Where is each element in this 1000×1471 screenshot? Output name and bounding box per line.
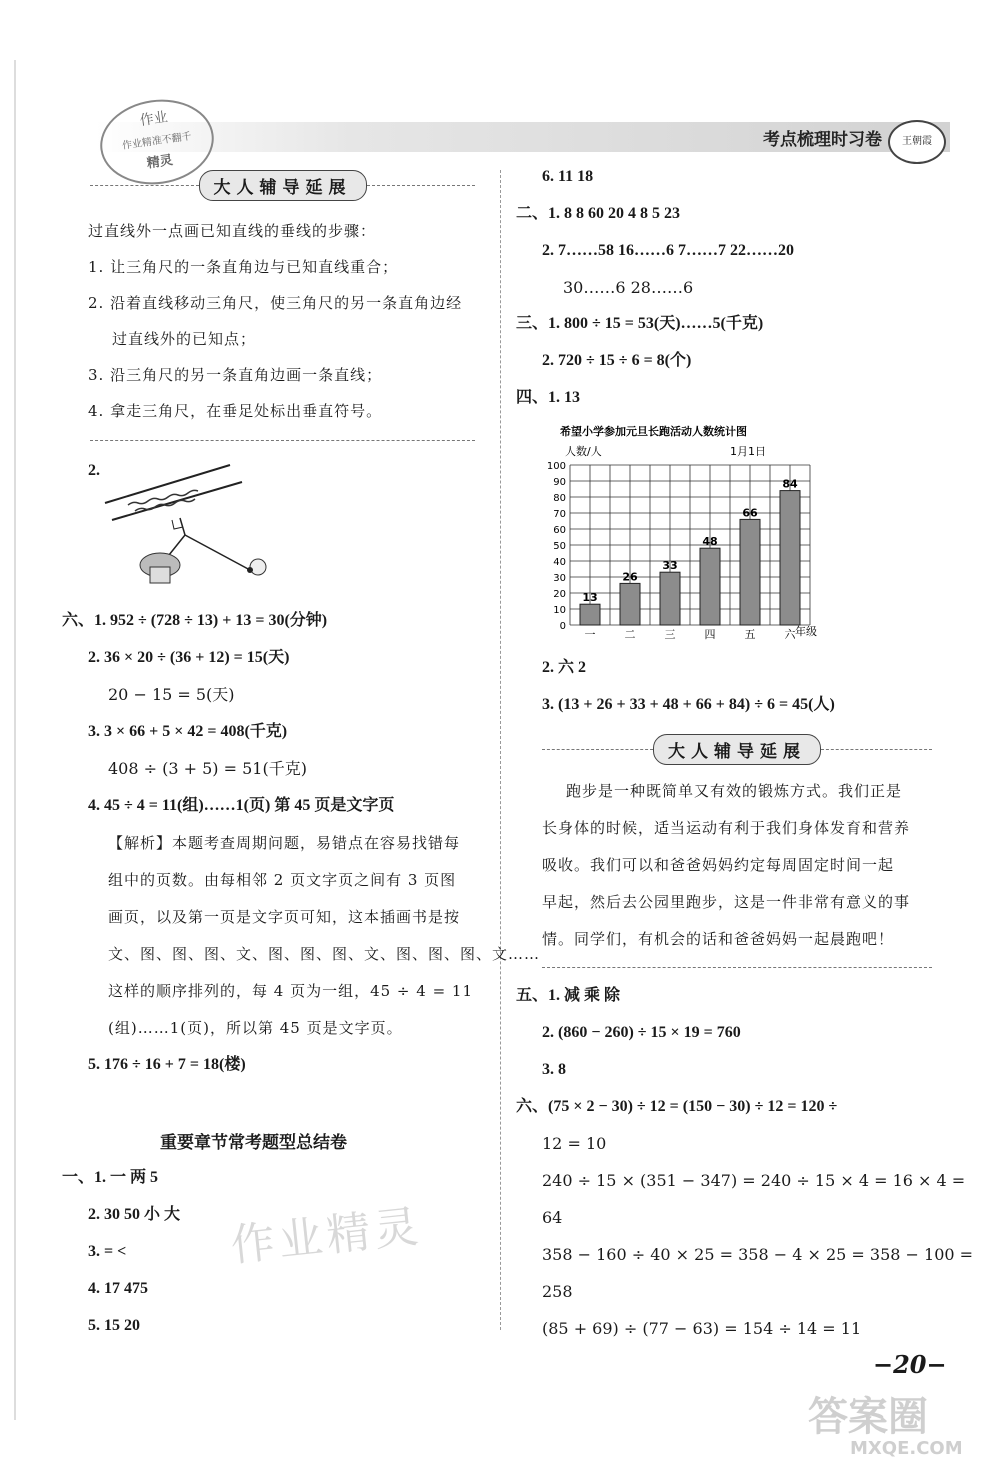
answer-line: 358 − 160 ÷ 40 × 25 = 358 − 4 × 25 = 358 − 100 = [542, 1245, 974, 1264]
answer-line: 六、(75 × 2 − 30) ÷ 12 = (150 − 30) ÷ 12 = 120 ÷ [516, 1098, 838, 1115]
bar [620, 583, 640, 625]
y-tick-label: 70 [553, 509, 566, 520]
river-figure [100, 455, 270, 595]
stamp-line: 精灵 [145, 153, 174, 172]
x-tick-label: 一 [584, 628, 596, 641]
answer-line: 3. = < [88, 1243, 127, 1260]
page-number: −20− [873, 1350, 947, 1379]
y-tick-label: 10 [553, 605, 566, 616]
answer-line: (85 + 69) ÷ (77 − 63) = 154 ÷ 14 = 11 [542, 1319, 862, 1338]
answer-line: 5. 176 ÷ 16 + 7 = 18(楼) [88, 1056, 246, 1073]
analysis-line: 【解析】本题考查周期问题，易错点在容易找错每 [108, 834, 461, 852]
answer-line: 6. 11 18 [542, 168, 594, 185]
section-title: 重要章节常考题型总结卷 [160, 1133, 347, 1153]
answer-line: 2. 720 ÷ 15 ÷ 6 = 8(个) [542, 352, 692, 369]
analysis-line: 文、图、图、图、文、图、图、图、文、图、图、图、文…… [108, 945, 541, 963]
paragraph-line: 情。同学们，有机会的话和爸爸妈妈一起晨跑吧！ [542, 930, 895, 948]
bar-value-label: 26 [622, 570, 638, 584]
y-tick-label: 60 [553, 525, 566, 536]
answer-line: 4. 45 ÷ 4 = 11(组)……1(页) 第 45 页是文字页 [88, 797, 395, 814]
bar [660, 572, 680, 625]
bar [740, 519, 760, 625]
answer-line: 240 ÷ 15 × (351 − 347) = 240 ÷ 15 × 4 = 16 × 4 = [542, 1171, 966, 1190]
bar [580, 604, 600, 625]
answer-line: 5. 15 20 [88, 1317, 140, 1334]
paragraph-line: 吸收。我们可以和爸爸妈妈约定每周固定时间一起 [542, 856, 895, 874]
bar-value-label: 48 [702, 535, 718, 549]
y-tick-label: 0 [559, 621, 566, 632]
site-url: MXQE.COM [850, 1438, 963, 1459]
answer-line: 3. 8 [542, 1061, 566, 1078]
y-tick-label: 80 [553, 493, 566, 504]
chart-xlabel: 年级 [795, 625, 817, 638]
answer-line: 2. 36 × 20 ÷ (36 + 12) = 15(天) [88, 649, 290, 666]
analysis-line: (组)……1(页)，所以第 45 页是文字页。 [108, 1019, 403, 1037]
site-watermark: 答案圈 [808, 1394, 928, 1440]
y-tick-label: 40 [553, 557, 566, 568]
x-tick-label: 四 [704, 628, 716, 641]
chart-title: 希望小学参加元旦长跑活动人数统计图 [560, 425, 747, 438]
answer-line: 六、1. 952 ÷ (728 ÷ 13) + 13 = 30(分钟) [62, 612, 328, 629]
analysis-line: 画页，以及第一页是文字页可知，这本插画书是按 [108, 908, 461, 926]
bar [700, 548, 720, 625]
section-rule [90, 440, 475, 441]
logo-badge: 王朝霞 [888, 120, 946, 164]
page-edge [14, 60, 16, 1420]
y-tick-label: 30 [553, 573, 566, 584]
answer-line: 四、1. 13 [516, 389, 581, 406]
answer-line: 三、1. 800 ÷ 15 = 53(天)……5(千克) [516, 315, 764, 332]
step-line: 2. 沿着直线移动三角尺，使三角尺的另一条直角边经 [88, 294, 463, 312]
chart-date: 1月1日 [730, 445, 766, 458]
y-tick-label: 90 [553, 477, 566, 488]
paragraph-line: 早起，然后去公园里跑步，这是一件非常有意义的事 [542, 893, 911, 911]
step-line: 过直线外的已知点； [112, 330, 257, 348]
answer-line: 2. 六 2 [542, 659, 587, 676]
x-tick-label: 五 [744, 628, 756, 641]
analysis-line: 组中的页数。由每相邻 2 页文字页之间有 3 页图 [108, 871, 457, 889]
paragraph-line: 长身体的时候，适当运动有利于我们身体发育和营养 [542, 819, 911, 837]
step-line: 1. 让三角尺的一条直角边与已知直线重合； [88, 258, 399, 276]
bar-value-label: 66 [742, 506, 758, 520]
banner-label: 大人辅导延展 [653, 734, 821, 765]
step-line: 3. 沿三角尺的另一条直角边画一条直线； [88, 366, 383, 384]
stamp-line: 作业精准不翻千 [121, 131, 193, 152]
header-title: 考点梳理时习卷 [763, 130, 882, 150]
x-tick-label: 六 [784, 628, 796, 641]
chart-ylabel: 人数/人 [565, 445, 602, 458]
step-line: 4. 拿走三角尺，在垂足处标出垂直符号。 [88, 402, 383, 420]
answer-line: 12 = 10 [542, 1134, 607, 1153]
answer-line: 258 [542, 1282, 573, 1301]
y-tick-label: 100 [546, 461, 566, 472]
paragraph-line: 跑步是一种既简单又有效的锻炼方式。我们正是 [566, 782, 903, 800]
question-label: 2. [88, 462, 100, 479]
answer-line: 408 ÷ (3 + 5) = 51(千克) [108, 759, 307, 778]
answer-line: 3. 3 × 66 + 5 × 42 = 408(千克) [88, 723, 288, 740]
answer-line: 2. 30 50 小 大 [88, 1206, 181, 1223]
bar-value-label: 13 [582, 591, 598, 605]
column-divider [500, 170, 501, 1330]
answer-line: 2. (860 − 260) ÷ 15 × 19 = 760 [542, 1024, 741, 1041]
bar-value-label: 84 [782, 477, 798, 491]
answer-line: 4. 17 475 [88, 1280, 148, 1297]
answer-line: 20 − 15 = 5(天) [108, 685, 235, 704]
answer-line: 五、1. 减 乘 除 [516, 987, 621, 1004]
answer-line: 3. (13 + 26 + 33 + 48 + 66 + 84) ÷ 6 = 45(人) [542, 696, 835, 713]
section-rule [542, 967, 932, 968]
answer-line: 30……6 28……6 [563, 278, 694, 297]
stamp-line: 作业 [138, 109, 169, 130]
step-intro: 过直线外一点画已知直线的垂线的步骤： [88, 222, 377, 240]
guidance-banner [90, 172, 475, 198]
answer-line: 二、1. 8 8 60 20 4 8 5 23 [516, 205, 681, 222]
bar-chart [540, 420, 840, 645]
x-tick-label: 二 [624, 628, 636, 641]
answer-line: 64 [542, 1208, 563, 1227]
banner-label: 大人辅导延展 [199, 170, 367, 201]
guidance-banner [542, 736, 932, 762]
answer-line: 2. 7……58 16……6 7……7 22……20 [542, 242, 794, 259]
bar [780, 491, 800, 625]
bar-value-label: 33 [662, 559, 678, 573]
y-tick-label: 50 [553, 541, 566, 552]
watermark: 作业精灵 [228, 1201, 425, 1272]
answer-line: 一、1. 一 两 5 [62, 1169, 159, 1186]
analysis-line: 这样的顺序排列的，每 4 页为一组，45 ÷ 4 = 11 [108, 982, 474, 1000]
x-tick-label: 三 [664, 628, 676, 641]
y-tick-label: 20 [553, 589, 566, 600]
